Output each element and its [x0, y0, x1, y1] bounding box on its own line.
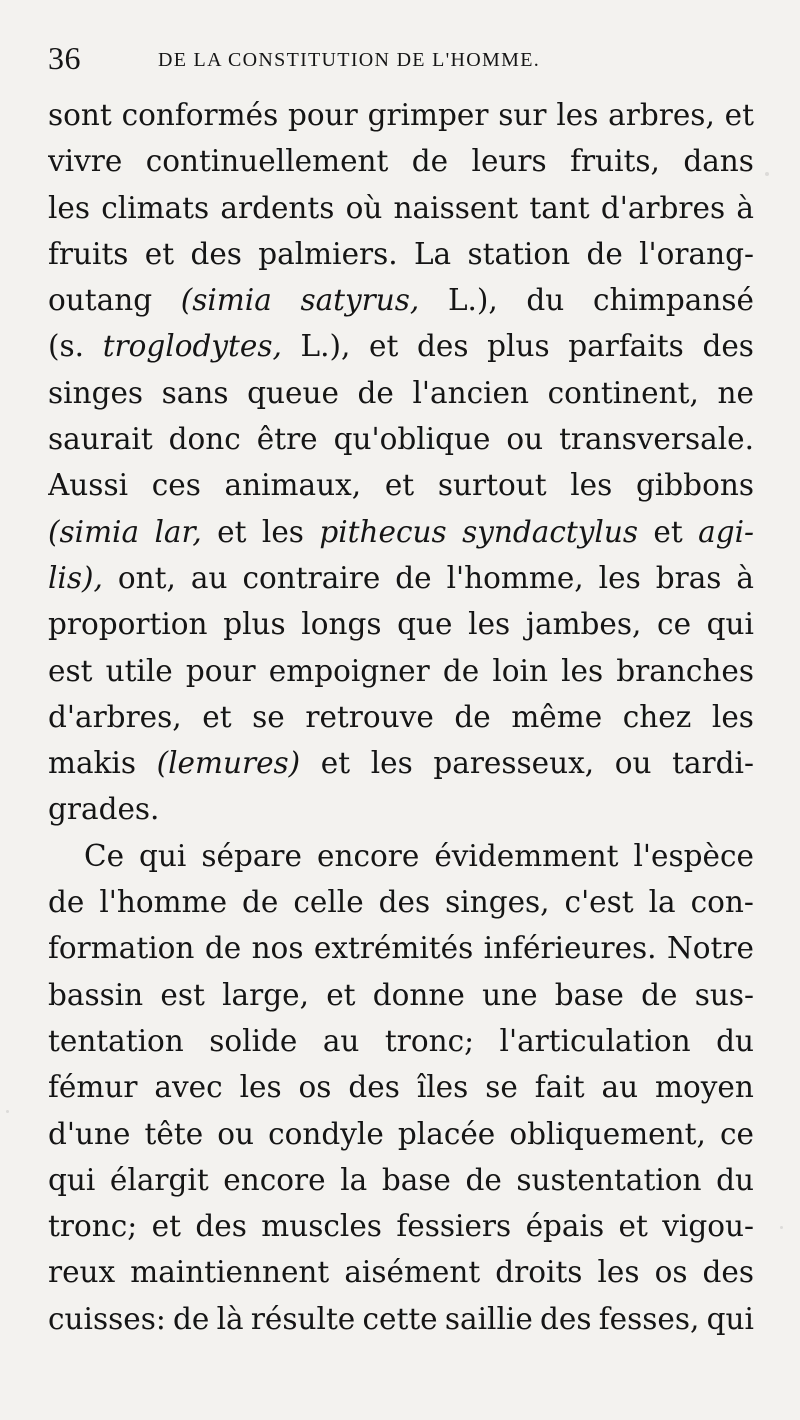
word: fruits, [570, 144, 660, 179]
word: îles [416, 1070, 469, 1105]
word: élargit [109, 1162, 209, 1197]
page-header [48, 38, 753, 78]
word: climats [101, 190, 210, 225]
word: donne [372, 977, 465, 1012]
word: satyrus, [300, 283, 420, 318]
text-line [48, 1203, 754, 1249]
word: tronc; [384, 1023, 475, 1058]
word: les [598, 560, 641, 595]
word: au [322, 1023, 360, 1058]
text-line [48, 92, 754, 138]
word: se [485, 1070, 518, 1105]
word: là [216, 1301, 244, 1336]
word: sans [161, 375, 229, 410]
word: encore [223, 1162, 326, 1197]
word: chimpansé [592, 283, 754, 318]
word: chez [622, 699, 692, 734]
text-line [48, 694, 754, 740]
word: des [702, 1255, 754, 1290]
text-line [48, 277, 754, 323]
word: des [378, 885, 431, 920]
word: outang [48, 283, 153, 318]
text-line [48, 925, 754, 971]
word: grades. [48, 792, 160, 827]
word: est [48, 653, 93, 688]
word: encore [317, 838, 420, 873]
word: ce [657, 607, 692, 642]
word: troglodytes, [102, 329, 282, 364]
word: continent, [547, 375, 699, 410]
text-line [48, 462, 754, 508]
word: tentation [48, 1023, 184, 1058]
word: de [641, 977, 678, 1012]
word: grimper [367, 98, 489, 132]
word: des [195, 1209, 247, 1244]
word: formation [48, 931, 195, 966]
word: et [320, 746, 351, 781]
word: les [597, 1255, 640, 1290]
text-line [48, 138, 754, 184]
word: proportion [48, 607, 208, 642]
word: pour [185, 653, 256, 688]
word: des [348, 1070, 400, 1105]
word: les [48, 190, 91, 225]
word: conformés [121, 98, 279, 132]
word: tête [144, 1116, 204, 1151]
word: des [417, 329, 469, 364]
word: à [736, 560, 754, 595]
word: empoigner [268, 653, 430, 688]
word: inférieures. [483, 931, 657, 966]
word: et [384, 468, 415, 503]
word: de [395, 560, 432, 595]
word: être [256, 422, 318, 457]
text-line [48, 648, 754, 694]
text-line [48, 601, 754, 647]
word: les [370, 746, 413, 781]
word: et [202, 699, 232, 734]
word: les [239, 1070, 282, 1105]
word: jambes, [525, 607, 642, 642]
word: pithecus [319, 514, 447, 549]
word: (s. [48, 329, 85, 364]
paper-speck [6, 1110, 9, 1113]
word: La [413, 236, 452, 271]
word: les [261, 514, 304, 549]
word: l'homme, [446, 560, 584, 595]
word: plus [223, 607, 286, 642]
word: fémur [48, 1070, 138, 1105]
word: Ce [84, 838, 125, 873]
word: de [465, 1162, 502, 1197]
word: les [468, 607, 511, 642]
word: c'est [564, 885, 634, 920]
word: longs [301, 607, 382, 642]
word: sustentation [516, 1162, 702, 1197]
word: station [467, 236, 571, 271]
word: fruits [48, 236, 129, 271]
word: syndactylus [462, 514, 638, 549]
word: leurs [471, 144, 547, 179]
word: base [554, 977, 624, 1012]
word: tronc; [48, 1209, 138, 1244]
word: sont [48, 98, 112, 132]
word: droits [495, 1255, 583, 1290]
word: bras [655, 560, 722, 595]
word: et [326, 977, 356, 1012]
word: queue [247, 375, 339, 410]
word: évidemment [434, 838, 619, 873]
word: maintiennent [130, 1255, 330, 1290]
word: lis), [48, 560, 103, 595]
word: palmiers. [258, 236, 398, 271]
word: de [586, 236, 623, 271]
word: des [540, 1301, 592, 1336]
word: de [48, 885, 85, 920]
word: plus [487, 329, 550, 364]
text-line [48, 509, 754, 555]
text-line [48, 972, 754, 1018]
word: se [252, 699, 285, 734]
word: de [242, 885, 279, 920]
word: qui [48, 1162, 96, 1197]
word: reux [48, 1255, 116, 1290]
text-line [48, 786, 754, 832]
paper-speck [765, 172, 769, 176]
word: d'une [48, 1116, 131, 1151]
text-line [48, 323, 754, 369]
word: branches [616, 653, 754, 688]
word: fait [534, 1070, 585, 1105]
word: qui [706, 1301, 754, 1336]
word: placée [397, 1116, 496, 1151]
word: les [711, 699, 754, 734]
word: nos [251, 931, 304, 966]
paper-speck [780, 1226, 783, 1229]
word: l'espèce [633, 838, 754, 873]
word: vigou- [662, 1209, 754, 1244]
word: dans [683, 144, 754, 179]
word: arbres, [608, 98, 715, 132]
text-line [48, 879, 754, 925]
word: et [618, 1209, 648, 1244]
word: naissent [393, 190, 519, 225]
word: os [298, 1070, 332, 1105]
text-line [48, 833, 754, 879]
word: de [411, 144, 449, 179]
body-text [48, 92, 754, 1342]
word: base [381, 1162, 451, 1197]
word: singes, [445, 885, 550, 920]
text-line [48, 231, 754, 277]
word: agi- [698, 514, 754, 549]
word: et [653, 514, 683, 549]
word: ou [217, 1116, 255, 1151]
word: où [345, 190, 383, 225]
text-line [48, 1111, 754, 1157]
word: ou [506, 422, 544, 457]
word: (simia [180, 283, 272, 318]
word: la [340, 1162, 368, 1197]
word: cette [362, 1301, 438, 1336]
word: vivre [48, 144, 123, 179]
word: et [217, 514, 247, 549]
word: moyen [655, 1070, 754, 1105]
word: de [204, 931, 242, 966]
word: à [736, 190, 754, 225]
word: os [654, 1255, 688, 1290]
word: continuellement [145, 144, 389, 179]
word: est [160, 977, 205, 1012]
word: (lemures) [156, 746, 301, 781]
word: de [173, 1301, 210, 1336]
word: et [144, 236, 175, 271]
word: une [482, 977, 538, 1012]
text-line [48, 416, 754, 462]
text-line [48, 740, 754, 786]
word: l'ancien [412, 375, 530, 410]
word: transversale. [559, 422, 754, 457]
word: ardents [220, 190, 335, 225]
word: l'homme [99, 885, 228, 920]
word: celle [293, 885, 364, 920]
word: ce [719, 1116, 754, 1151]
word: con- [690, 885, 754, 920]
word: résulte [250, 1301, 356, 1336]
word: parfaits [568, 329, 684, 364]
word: de [442, 653, 480, 688]
word: les [561, 653, 604, 688]
word: d'arbres, [48, 699, 182, 734]
text-line [48, 555, 754, 601]
word: sus- [694, 977, 754, 1012]
word: (simia [48, 514, 140, 549]
text-line [48, 185, 754, 231]
word: contraire [242, 560, 381, 595]
word: avec [154, 1070, 223, 1105]
word: des [702, 329, 754, 364]
text-line [48, 1157, 754, 1203]
word: L.), [300, 329, 351, 364]
word: et [369, 329, 399, 364]
word: même [511, 699, 603, 734]
word: et [724, 98, 754, 132]
word: épais [525, 1209, 605, 1244]
word: singes [48, 375, 144, 410]
text-line [48, 1249, 754, 1295]
word: des [190, 236, 242, 271]
word: de [454, 699, 491, 734]
text-line [48, 1296, 754, 1342]
word: au [190, 560, 228, 595]
word: les [556, 98, 599, 132]
word: pour [288, 98, 358, 132]
word: ou [614, 746, 652, 781]
word: paresseux, [433, 746, 595, 781]
running-head: DE LA CONSTITUTION DE L'HOMME. [158, 49, 541, 71]
word: fessiers [396, 1209, 512, 1244]
word: cuisses: [48, 1301, 166, 1336]
word: qui [706, 607, 754, 642]
word: sépare [201, 838, 302, 873]
word: makis [48, 746, 137, 781]
word: fesses, [598, 1301, 700, 1336]
word: d'arbres [600, 190, 726, 225]
word: surtout [437, 468, 547, 503]
word: saurait [48, 422, 153, 457]
text-line [48, 370, 754, 416]
word: qu'oblique [333, 422, 491, 457]
word: la [648, 885, 676, 920]
word: saillie [444, 1301, 533, 1336]
word: sur [498, 98, 547, 132]
word: bassin [48, 977, 144, 1012]
word: de [357, 375, 394, 410]
word: tardi- [672, 746, 754, 781]
word: utile [105, 653, 173, 688]
word: retrouve [305, 699, 434, 734]
word: aisément [344, 1255, 481, 1290]
word: ces [151, 468, 201, 503]
word: les [570, 468, 613, 503]
word: condyle [268, 1116, 384, 1151]
word: l'orang- [639, 236, 754, 271]
word: ne [717, 375, 754, 410]
word: du [716, 1023, 754, 1058]
text-line [48, 1064, 754, 1110]
word: l'articulation [499, 1023, 691, 1058]
word: obliquement, [509, 1116, 706, 1151]
word: du [716, 1162, 754, 1197]
word: tant [529, 190, 590, 225]
word: large, [222, 977, 309, 1012]
page-number: 36 [48, 40, 81, 76]
word: gibbons [635, 468, 754, 503]
word: au [601, 1070, 639, 1105]
word: extrémités [313, 931, 474, 966]
word: animaux, [224, 468, 362, 503]
word: muscles [261, 1209, 382, 1244]
word: lar, [154, 514, 202, 549]
word: Notre [666, 931, 754, 966]
text-line [48, 1018, 754, 1064]
word: du [526, 283, 565, 318]
word: donc [168, 422, 241, 457]
word: qui [139, 838, 187, 873]
word: Aussi [48, 468, 129, 503]
word: ont, [117, 560, 176, 595]
word: et [151, 1209, 181, 1244]
word: loin [492, 653, 548, 688]
word: que [397, 607, 453, 642]
word: L.), [447, 283, 498, 318]
word: solide [209, 1023, 298, 1058]
